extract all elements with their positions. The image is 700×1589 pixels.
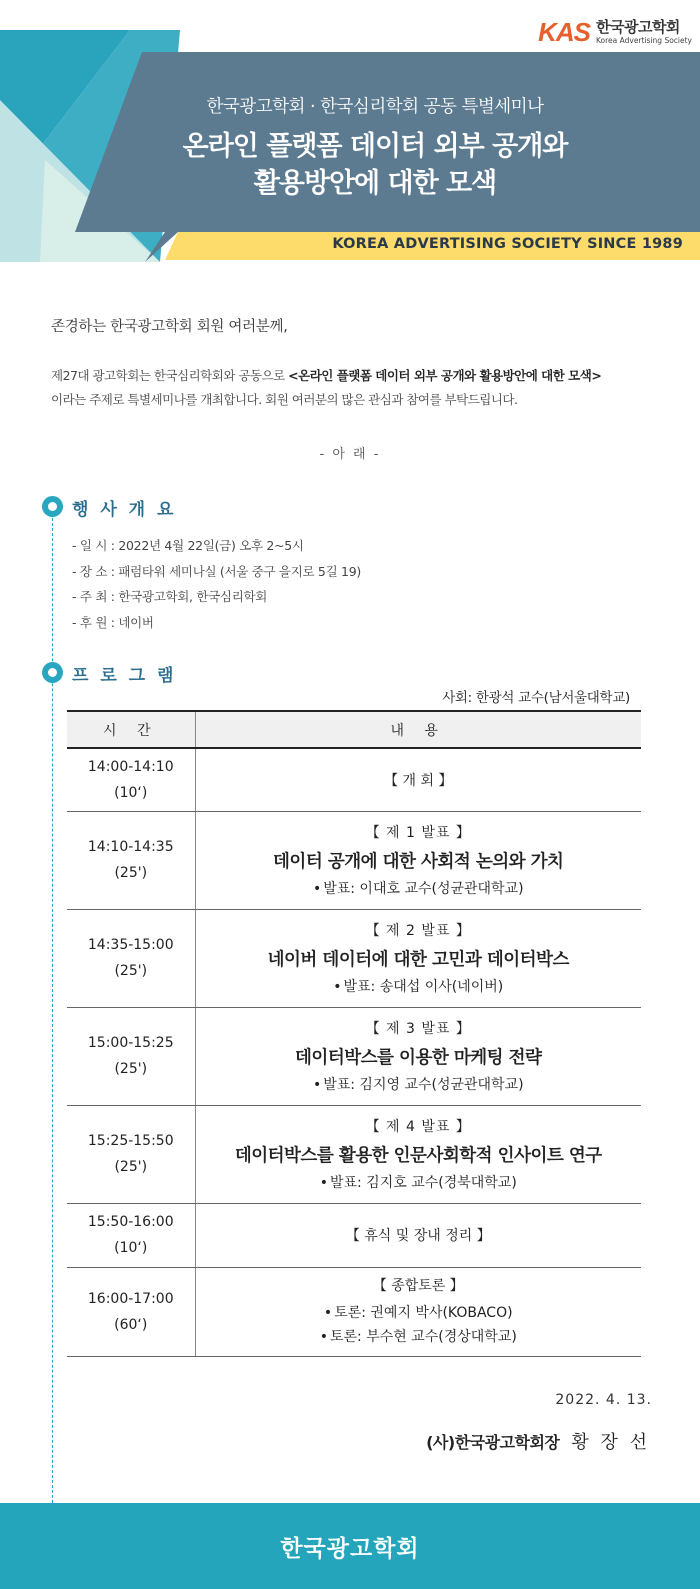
time-range: 16:00-17:00 <box>87 1290 174 1307</box>
session-tag: 【 종합토론 】 <box>372 1277 464 1294</box>
session-tag: 【 제 4 발표 】 <box>365 1119 471 1135</box>
talk-title: 데이터박스를 활용한 인문사회학적 인사이트 연구 <box>234 1146 602 1166</box>
time-range: 14:00-14:10 <box>87 758 174 775</box>
time-range: 14:10-14:35 <box>87 839 174 855</box>
timeline-line <box>52 503 53 1503</box>
table-row <box>67 1007 641 1105</box>
table-row <box>67 811 641 909</box>
time-cell <box>67 1007 195 1105</box>
title-line-2: 활용방안에 대한 모색 <box>253 168 497 199</box>
session-tag: 【 제 1 발표 】 <box>365 825 471 841</box>
kas-logo[interactable] <box>538 17 692 48</box>
time-range: 15:50-16:00 <box>87 1214 174 1230</box>
speaker: • 토론: 부수현 교수(경상대학교) <box>196 1325 642 1349</box>
talk-title: 데이터박스를 이용한 마케팅 전략 <box>295 1048 542 1068</box>
duration: (25') <box>114 865 148 881</box>
overview-venue: - 장 소 : 패럼타워 세미나실 (서울 중구 을지로 5길 19) <box>72 563 361 579</box>
time-range: 15:00-15:25 <box>87 1035 174 1051</box>
duration: (10‘) <box>114 784 148 801</box>
intro-text-2: 이라는 주제로 특별세미나를 개최합니다. 회원 여러분의 많은 관심과 참여를 부탁드립니다. <box>51 392 518 407</box>
logo-korean: 한국광고학회 <box>595 18 680 37</box>
duration: (25') <box>114 963 148 979</box>
session-tag: 【 개 회 】 <box>384 772 453 789</box>
time-cell <box>67 909 195 1007</box>
duration: (25') <box>114 1061 148 1077</box>
overview-date: - 일 시 : 2022년 4월 22일(금) 오후 2~5시 <box>72 538 304 553</box>
duration: (25') <box>114 1159 148 1175</box>
time-cell <box>67 1105 195 1203</box>
intro-paragraph <box>51 364 671 412</box>
banner-subtitle: 한국광고학회 · 한국심리학회 공동 특별세미나 <box>206 97 544 117</box>
overview-sponsor: - 후 원 : 네이버 <box>72 614 154 630</box>
bullet-icon <box>42 662 63 683</box>
speaker: • 발표: 김지호 교수(경북대학교) <box>196 1172 642 1192</box>
table-row <box>67 748 641 811</box>
issue-date: 2022. 4. 13. <box>555 1392 652 1408</box>
bullet-icon <box>42 496 63 517</box>
below-marker: - 아 래 - <box>319 447 381 462</box>
content-cell <box>195 1105 641 1203</box>
speaker: • 토론: 권예지 박사(KOBACO) <box>196 1301 642 1325</box>
table-header-row <box>67 711 641 748</box>
title-line-1: 온라인 플랫폼 데이터 외부 공개와 <box>182 131 568 162</box>
talk-title: 데이터 공개에 대한 사회적 논의와 가치 <box>273 852 564 872</box>
content-cell <box>195 811 641 909</box>
overview-host: - 주 최 : 한국광고학회, 한국심리학회 <box>72 589 268 604</box>
page-title <box>140 128 610 202</box>
duration: (10‘) <box>114 1240 148 1256</box>
table-row <box>67 1203 641 1267</box>
content-cell <box>195 1203 641 1267</box>
program-table <box>67 710 641 1357</box>
intro-topic: <온라인 플랫폼 데이터 외부 공개와 활용방안에 대한 모색> <box>288 368 602 383</box>
session-tag: 【 제 3 발표 】 <box>365 1021 471 1037</box>
column-header-content: 내 용 <box>195 711 641 748</box>
content-cell <box>195 1007 641 1105</box>
time-cell <box>67 1267 195 1356</box>
signature-block <box>426 1428 650 1454</box>
table-row <box>67 1105 641 1203</box>
time-range: 15:25-15:50 <box>87 1133 174 1149</box>
session-tag: 【 휴식 및 장내 정리 】 <box>345 1228 491 1244</box>
signature-organization: (사)한국광고학회장 <box>426 1433 560 1452</box>
footer-label: 한국광고학회 <box>280 1535 420 1562</box>
duration: (60‘) <box>114 1316 148 1333</box>
talk-title: 네이버 데이터에 대한 고민과 데이터박스 <box>267 950 569 970</box>
speaker: • 발표: 송대섭 이사(네이버) <box>196 976 642 996</box>
section-title-overview: 행 사 개 요 <box>72 500 177 520</box>
table-row <box>67 909 641 1007</box>
session-tag: 【 제 2 발표 】 <box>365 923 471 939</box>
since-tagline: KOREA ADVERTISING SOCIETY SINCE 1989 <box>332 236 683 252</box>
logo-english: Korea Advertising Society <box>595 36 692 46</box>
header-banner <box>0 0 700 262</box>
moderator: 사회: 한광석 교수(남서울대학교) <box>442 690 630 706</box>
overview-list <box>72 533 361 635</box>
content-cell <box>195 748 641 811</box>
column-header-time: 시 간 <box>67 711 195 748</box>
signature-name: 황 장 선 <box>571 1432 650 1453</box>
table-row <box>67 1267 641 1356</box>
time-cell <box>67 1203 195 1267</box>
content-cell <box>195 909 641 1007</box>
footer-bar <box>0 1503 700 1589</box>
greeting: 존경하는 한국광고학회 회원 여러분께, <box>51 319 288 335</box>
speaker: • 발표: 김지영 교수(성균관대학교) <box>196 1074 642 1094</box>
speaker: • 발표: 이대호 교수(성균관대학교) <box>196 878 642 898</box>
section-title-program: 프 로 그 램 <box>72 666 177 686</box>
time-cell <box>67 811 195 909</box>
time-cell <box>67 748 195 811</box>
content-cell <box>195 1267 641 1356</box>
intro-text-1: 제27대 광고학회는 한국심리학회와 공동으로 <box>51 368 289 383</box>
logo-mark: KAS <box>538 17 590 47</box>
time-range: 14:35-15:00 <box>87 937 174 953</box>
